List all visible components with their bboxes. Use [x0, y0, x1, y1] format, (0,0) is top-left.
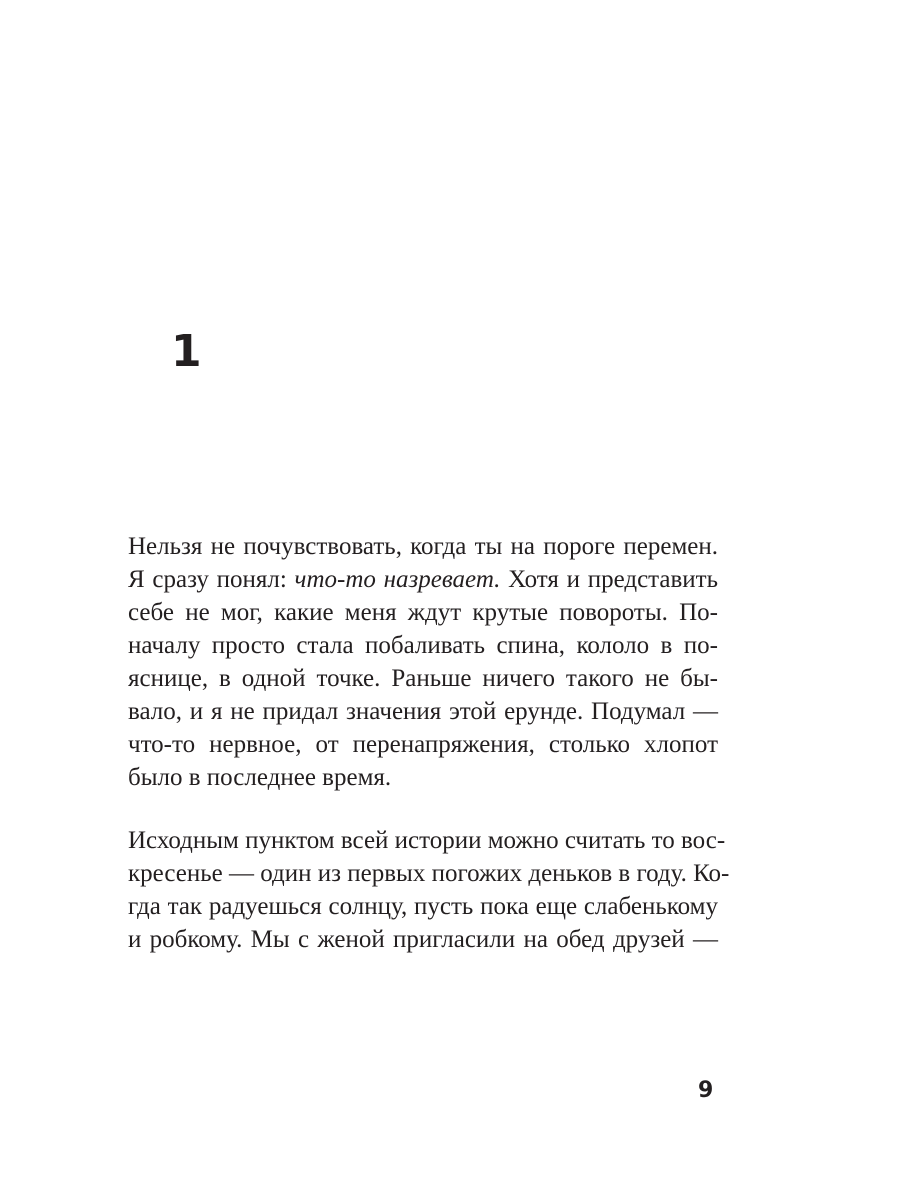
text-line: что-то нервное, от перенапряжения, столько хлопот	[128, 731, 718, 758]
paragraph-1	[128, 530, 718, 794]
text-line: было в последнее время.	[128, 764, 392, 791]
text-line: себе не мог, какие меня ждут крутые повороты. По-	[128, 599, 718, 626]
text-line: началу просто стала побаливать спина, кололо в по-	[128, 632, 718, 659]
text-line: вало, и я не придал значения этой ерунде. Подумал —	[128, 698, 718, 725]
text-line: кресенье — один из первых погожих деньков в году. Ко-	[128, 860, 730, 887]
italic-phrase: что-то назревает.	[294, 566, 501, 593]
text-line: Исходным пунктом всей истории можно считать то вос-	[128, 827, 726, 854]
paragraph-2	[128, 824, 730, 956]
page-number: 9	[698, 1078, 714, 1103]
text-line: яснице, в одной точке. Раньше ничего такого не бы-	[128, 665, 718, 692]
line-text-before: Я сразу понял:	[128, 566, 295, 593]
line-text-after: Хотя и представить	[500, 566, 719, 593]
text-line: и робкому. Мы с женой пригласили на обед друзей —	[128, 926, 718, 953]
chapter-number: 1	[171, 326, 202, 377]
text-line: Нельзя не почувствовать, когда ты на пороге перемен.	[128, 533, 718, 560]
text-line	[128, 563, 718, 596]
text-line: гда так радуешься солнцу, пусть пока еще слабенькому	[128, 893, 718, 920]
